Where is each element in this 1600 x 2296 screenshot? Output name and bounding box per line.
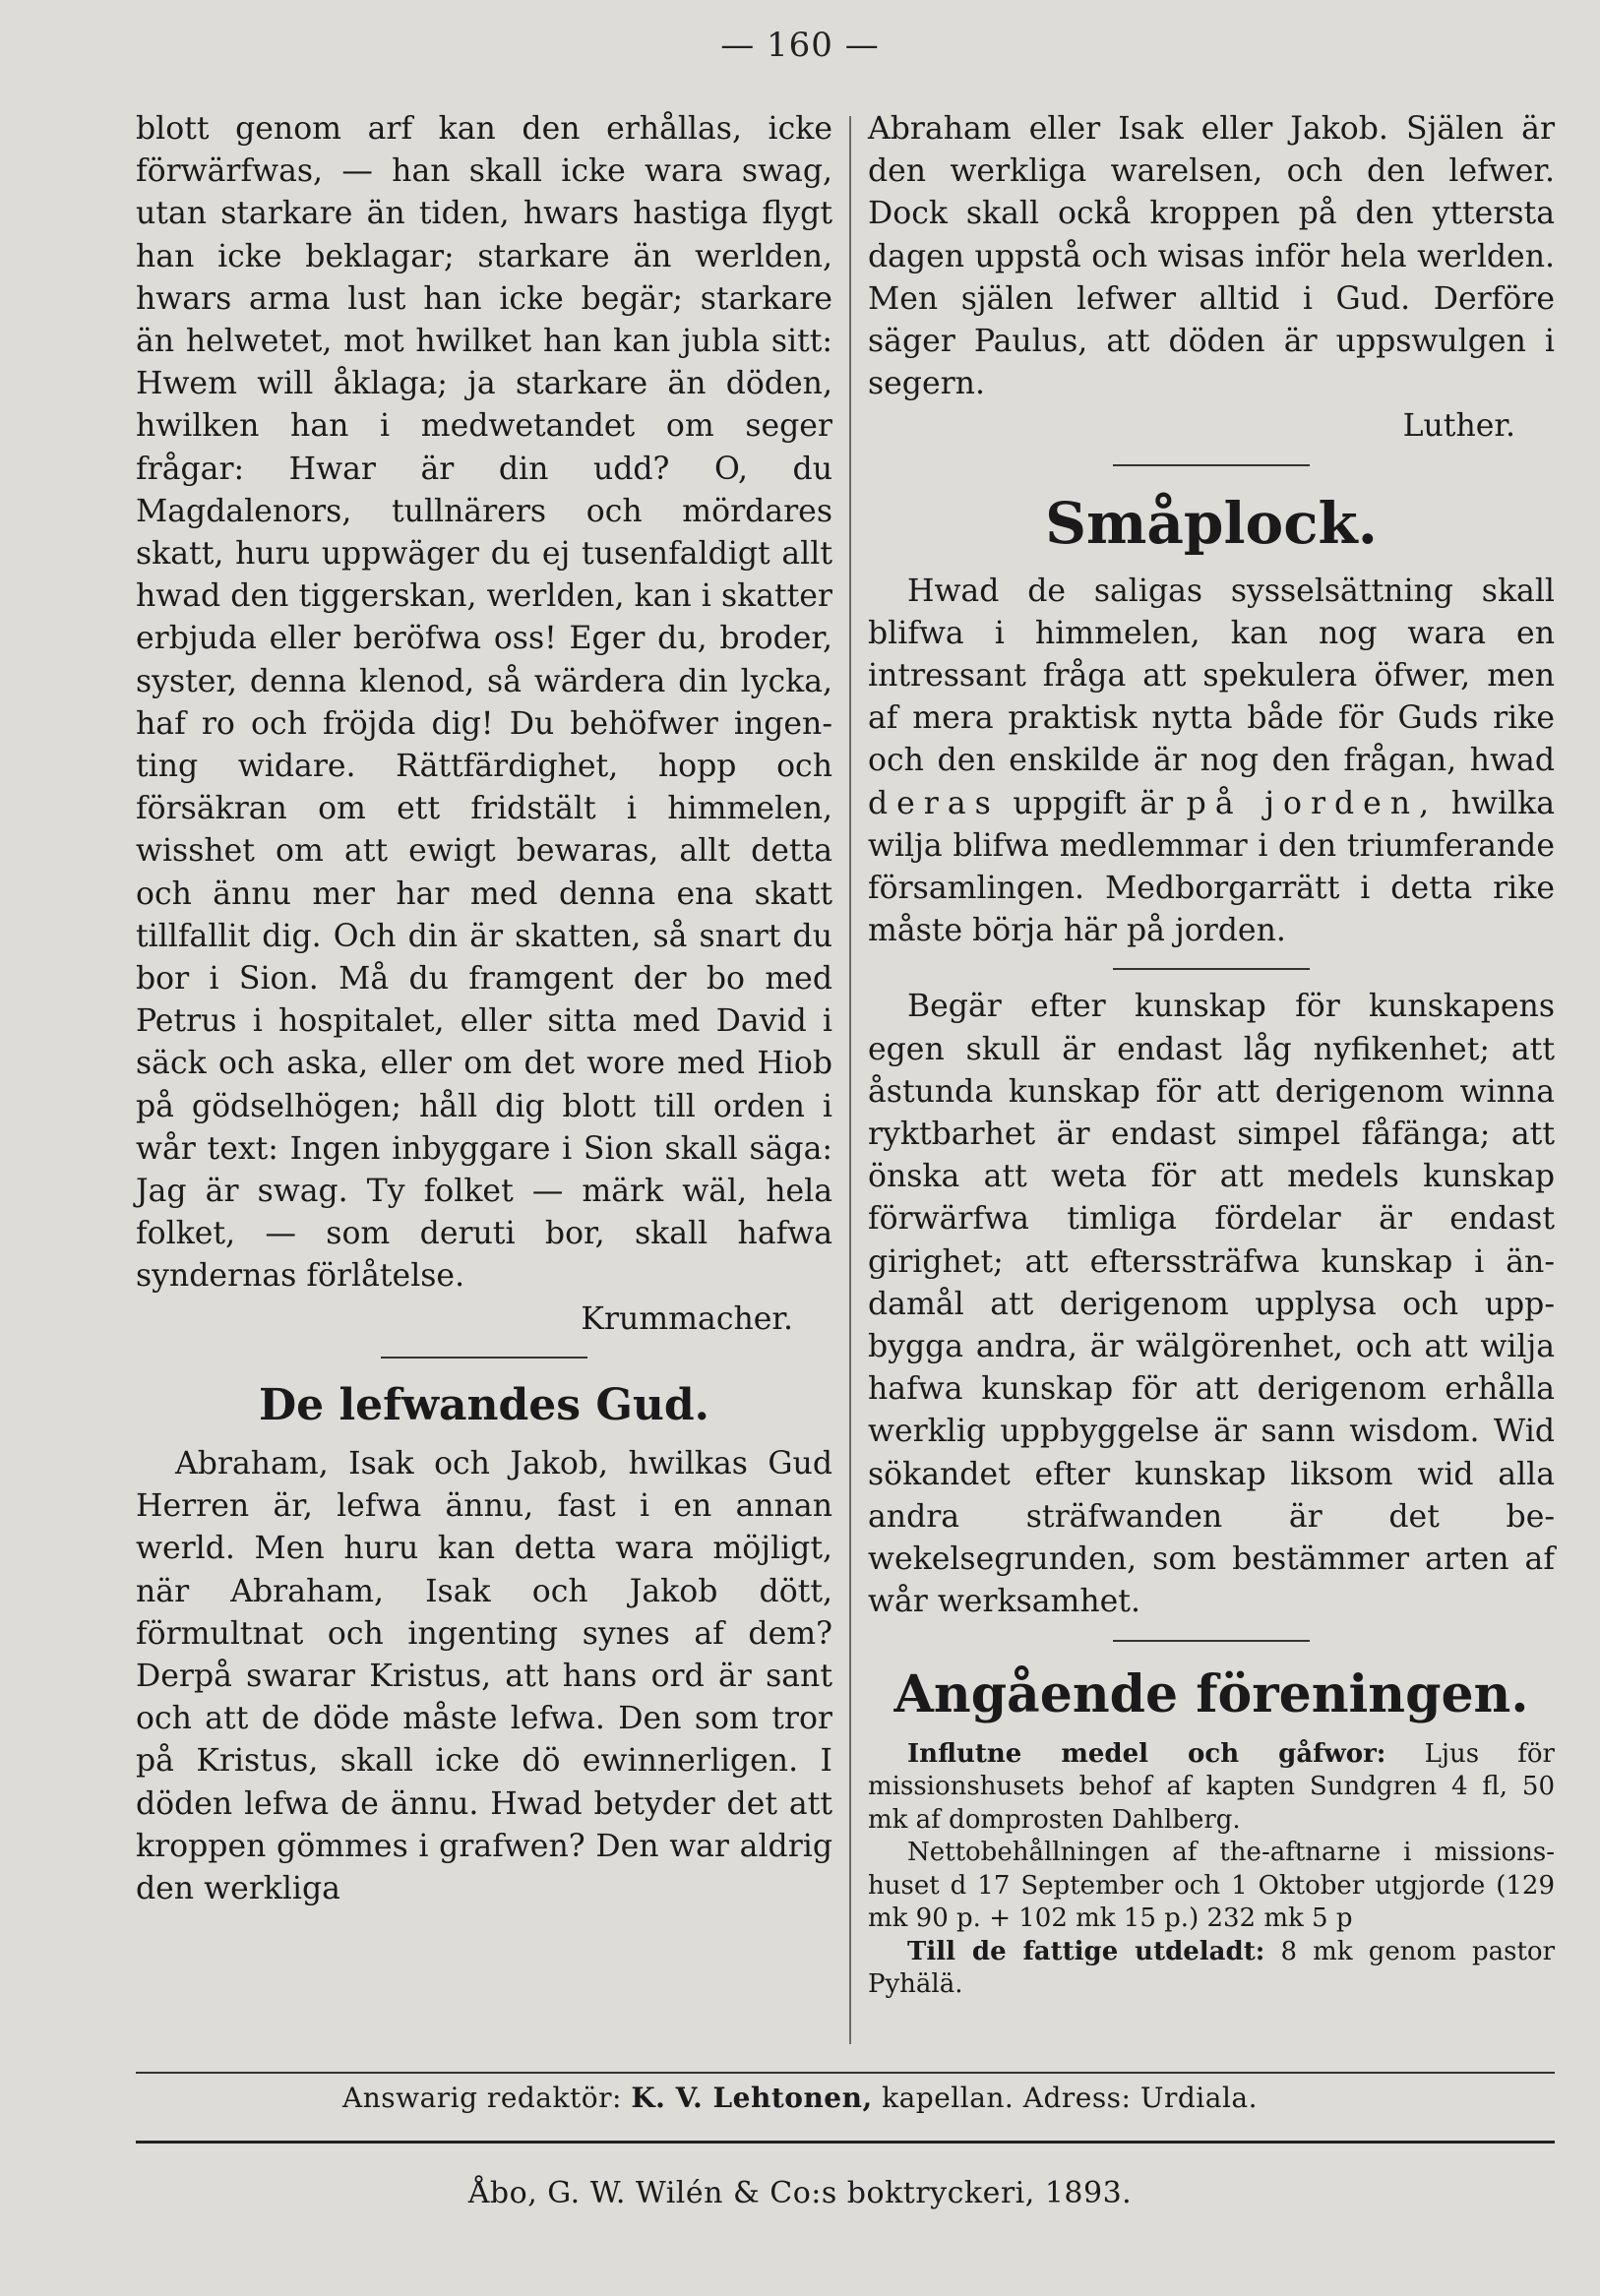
footer-rule xyxy=(136,2072,1555,2074)
smaplock-title: Småplock. xyxy=(1045,489,1378,557)
smaplock-p1-spaced-1: deras xyxy=(868,785,1000,821)
editor-name: K. V. Lehtonen, xyxy=(631,2082,873,2114)
page-number: — 160 — xyxy=(720,26,880,65)
smaplock-paragraph-1 xyxy=(868,571,1555,953)
association-news xyxy=(868,1738,1555,2002)
left-column xyxy=(136,108,832,1910)
editor-line xyxy=(0,2082,1600,2114)
article2-title: De lefwandes Gud. xyxy=(259,1379,709,1430)
article2-signature: Luther. xyxy=(1402,408,1515,445)
article2-continuation: Abraham eller Isak eller Jakob. Själen är den werkliga warelsen, och den lefwer. Dock skall ockå kroppen på den yttersta dagen uppstå och wisas inför hela werlden. Men själen lefwer alltid i Gud. Derföre säger Paulus, att döden är uppswulgen i segern. xyxy=(868,111,1555,402)
smaplock-p1-spaced-2: på jorden, xyxy=(1186,785,1439,821)
printer-imprint: Åbo, G. W. Wilén & Co:s boktryckeri, 1893. xyxy=(467,2176,1133,2210)
smaplock-p1-after: hwilka wilja blifwa medlemmar i den triumferande församlingen. Medborgarrätt i detta rike måste börja här på jorden. xyxy=(868,785,1555,949)
section-divider xyxy=(1113,1640,1310,1642)
footer-rule-thick xyxy=(136,2141,1555,2144)
section-divider xyxy=(1113,464,1310,466)
editor-prefix: Answarig redaktör: xyxy=(341,2082,622,2114)
article2-text: Abraham, Isak och Jakob, hwilkas Gud Herren är, lefwa ännu, fast i en annan werld. Men huru kan detta wara möjligt, när Abraham, Isak och Jakob dött, förmultnat och ingenting synes af dem? Derpå swarar Kristus, att hans ord är sant och att de döde måste lefwa. Den som tror på Kristus, skall icke dö ewinnerligen. I döden lefwa de ännu. Hwad betyder det att kroppen gömmes i grafwen? Den war aldrig den werkliga xyxy=(136,1445,832,1906)
editor-suffix: kapellan. Adress: Urdiala. xyxy=(882,2082,1258,2114)
article1-text: blott genom arf kan den erhållas, icke förwärfwas, — han skall icke wara swag, utan starkare än tiden, hwars hastiga flygt han icke beklagar; starkare än werlden, hwars arma lust han icke begär; starkare än helwetet, mot hwilket han kan jubla sitt: Hwem will åklaga; ja starkare än döden, hwilken han i medwetandet om seger frågar: Hwar är din udd? O, du Magdalenors, tullnärers och mördares skatt, huru uppwäger du ej tusenfaldigt allt hwad den tiggerskan, werlden, kan i skatter erbjuda eller beröfwa oss! Eger du, broder, syster, denna klenod, så wärdera din lycka, haf ro och fröjda dig! Du behöfwer ingenting widare. Rättfärdighet, hopp och försäkran om ett fridstält i himmelen, wisshet om att ewigt bewaras, allt detta och ännu mer har med denna ena skatt tillfallit dig. Och din är skatten, så snart du bor i Sion. Må du framgent der bo med Petrus i hospitalet, eller sitta med David i säck och aska, eller om det wore med Hiob på gödselhögen; håll dig blott till orden i wår text: Ingen inbyggare i Sion skall säga: Jag är swag. Ty folket — märk wäl, hela folket, — som deruti bor, skall hafwa syndernas förlåtelse. xyxy=(136,111,832,1295)
news-contributions-label: Influtne medel och gåfwor: xyxy=(907,1738,1386,1769)
section-divider xyxy=(1113,968,1310,970)
news-poor-relief-label: Till de fattige utdeladt: xyxy=(907,1936,1265,1966)
right-column xyxy=(868,108,1555,2002)
smaplock-p1-mid: uppgift är xyxy=(1013,785,1174,821)
smaplock-paragraph-2: Begär efter kunskap för kunskapens egen skull är endast låg nyfikenhet; att åstunda kunskap för att derigenom winna ryktbarhet är endast simpel fåfänga; att önska att weta för att medels kunskap förwärfwa timliga fördelar är endast girighet; att efterssträfwa kunskap i ändamål att derigenom upplysa och uppbygga andra, är wälgörenhet, och att wilja hafwa kunskap för att derigenom erhålla werklig uppbyggelse är sann wisdom. Wid sökandet efter kunskap liksom wid alla andra sträfwanden är det bewekelsegrunden, som bestämmer arten af wår werksamhet. xyxy=(868,989,1555,1620)
news-net-balance: Nettobehållningen af the-aftnarne i missionshuset d 17 September och 1 Oktober utgjorde (129 mk 90 p. + 102 mk 15 p.) 232 mk 5 p xyxy=(868,1838,1555,1933)
article1-signature: Krummacher. xyxy=(581,1300,793,1337)
news-contributions xyxy=(868,1738,1555,1838)
section-divider xyxy=(381,1357,587,1359)
news-poor-relief xyxy=(868,1936,1555,2002)
news-contributions-text: Ljus för missionshusets behof af kapten Sundgren 4 fl, 50 mk af domprosten Dahlberg. xyxy=(868,1738,1555,1835)
angaende-title: Angående föreningen. xyxy=(893,1663,1529,1724)
column-divider xyxy=(849,116,851,2044)
news-poor-relief-text: 8 mk genom pastor Pyhälä. xyxy=(868,1936,1555,1999)
smaplock-p1-before: Hwad de saligas sysselsättning skall blifwa i himmelen, kan nog wara en intressant fråga att spekulera öfwer, men af mera praktisk nytta både för Guds rike och den enskilde är nog den frågan, hwad xyxy=(868,573,1555,779)
